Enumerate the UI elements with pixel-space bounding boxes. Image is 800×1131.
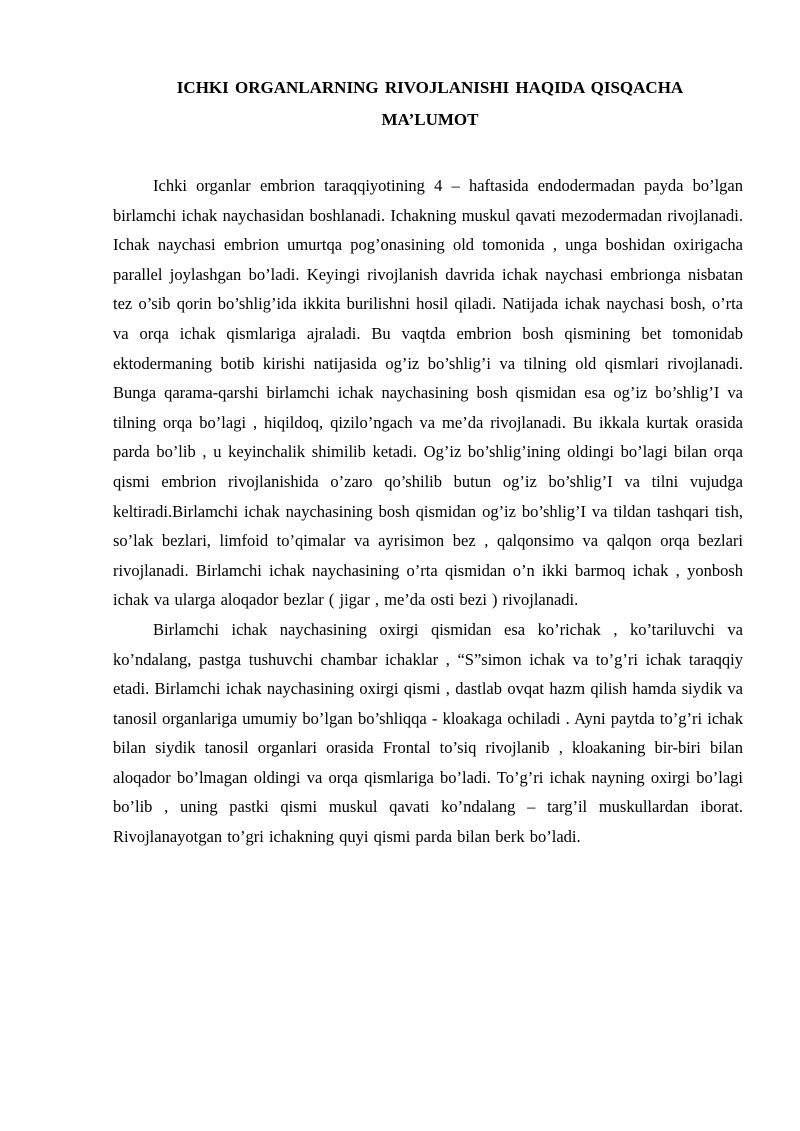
paragraph-2: Birlamchi ichak naychasining oxirgi qismidan esa ko’richak , ko’tariluvchi va ko’ndalang, pastga tushuvchi chambar ichaklar , “S”simon ichak va to’g’ri ichak taraqqiy etadi. Birlamchi ichak naychasining oxirgi qismi , dastlab ovqat hazm qilish hamda siydik va tanosil organlariga umumiy bo’lgan bo’shliqqa - kloakaga ochiladi . Ayni paytda to’g’ri ichak bilan siydik tanosil organlari orasida Frontal to’siq rivojlanib , kloakaning bir-biri bilan aloqador bo’lmagan oldingi va orqa qismlariga bo’ladi. To’g’ri ichak nayning oxirgi bo’lagi bo’lib , uning pastki qismi muskul qavati ko’ndalang – targ’il muskullardan iborat. Rivojlanayotgan to’gri ichakning quyi qismi parda bilan berk bo’ladi.	[113, 619, 743, 847]
title-line-1: ICHKI ORGANLARNING RIVOJLANISHI HAQIDA QISQACHA	[176, 78, 684, 97]
document-body	[113, 171, 743, 852]
document-title	[110, 72, 750, 136]
title-line-2: MA’LUMOT	[381, 110, 479, 129]
paragraph-1: Ichki organlar embrion taraqqiyotining 4 – haftasida endodermadan payda bo’lgan birlamchi ichak naychasidan boshlanadi. Ichakning muskul qavati mezodermadan rivojlanadi. Ichak naychasi embrion umurtqa pog’onasining old tomonida , unga boshidan oxirigacha parallel joylashgan bo’ladi. Keyingi rivojlanish davrida ichak naychasi embrionga nisbatan tez o’sib qorin bo’shlig’ida ikkita burilishni hosil qiladi. Natijada ichak naychasi bosh, o’rta va orqa ichak qismlariga ajraladi. Bu vaqtda embrion bosh qismining bet tomonidab ektodermaning botib kirishi natijasida og’iz bo’shlig’i va tilning old qismlari rivojlanadi. Bunga qarama-qarshi birlamchi ichak naychasining bosh qismidan esa og’iz bo’shlig’I va tilning orqa bo’lagi , hiqildoq, qizilo’ngach va me’da rivojlanadi. Bu ikkala kurtak orasida parda bo’lib , u keyinchalik shimilib ketadi. Og’iz bo’shlig’ining oldingi bo’lagi bilan orqa qismi embrion rivojlanishida o’zaro qo’shilib butun og’iz bo’shlig’I va tilni vujudga keltiradi.Birlamchi ichak naychasining bosh qismidan og’iz bo’shlig’I va tildan tashqari tish, so’lak bezlari, limfoid to’qimalar va ayrisimon bez , qalqonsimo va qalqon orqa bezlari rivojlanadi. Birlamchi ichak naychasining o’rta qismidan o’n ikki barmoq ichak , yonbosh ichak va ularga aloqador bezlar ( jigar , me’da osti bezi ) rivojlanadi.	[113, 176, 743, 610]
